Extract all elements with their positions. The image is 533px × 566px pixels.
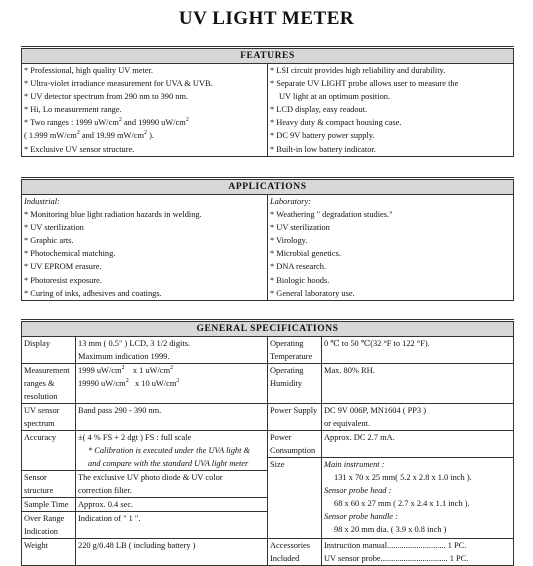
application-item: * DNA research. <box>270 262 327 272</box>
specifications-table <box>21 319 514 566</box>
size-label: Size <box>268 458 322 539</box>
industrial-label: Industrial: <box>24 197 60 206</box>
sample-time-value: Approx. 0.4 sec. <box>76 498 268 512</box>
feature-item: * Heavy duty & compact housing case. <box>270 118 402 128</box>
power-supply-label: Power Supply <box>268 404 322 431</box>
sample-time-label: Sample Time <box>22 498 76 512</box>
feature-item: * Separate UV LIGHT probe allows user to measure the <box>270 79 459 89</box>
feature-item: * Exclusive UV sensor structure. <box>24 144 135 154</box>
accuracy-value: ±( 4 % FS + 2 dgt ) FS : full scale * Calibration is executed under the UVA light & and compare with the standard UVA light meter <box>76 431 268 471</box>
power-consumption-label: Power Consumption <box>268 431 322 458</box>
feature-item: * DC 9V battery power supply. <box>270 131 375 141</box>
application-item: * UV sterilization <box>24 223 84 233</box>
feature-item: * Hi, Lo measurement range. <box>24 105 122 115</box>
power-consumption-value: Approx. DC 2.7 mA. <box>322 431 514 458</box>
application-item: * UV sterilization <box>270 223 330 233</box>
application-item: * Weathering " degradation studies." <box>270 210 393 220</box>
sensor-structure-value: The exclusive UV photo diode & UV color correction filter. <box>76 471 268 498</box>
measurement-value: 1999 $uW/cm^2$ x 1 $uW/cm^2$ 19990 $uW/cm^2$ x 10 $uW/cm^2$ <box>76 364 268 404</box>
application-item: * Graphic arts. <box>24 236 74 246</box>
operating-humidity-value: Max. 80% RH. <box>322 364 514 404</box>
application-item: * Monitoring blue light radiation hazards in welding. <box>24 210 202 220</box>
uv-sensor-label: UV sensor spectrum <box>22 404 76 431</box>
applications-table <box>21 177 514 301</box>
feature-item: * Ultra-violet irradiance measurement for UVA & UVB. <box>24 79 213 89</box>
features-table <box>21 46 514 157</box>
laboratory-label: Laboratory: <box>270 197 311 206</box>
features-left-column <box>22 64 268 157</box>
features-right-column <box>268 64 514 157</box>
operating-temperature-value: 0 ℃ to 50 ℃(32 °F to 122 °F). <box>322 337 514 364</box>
display-label: Display <box>22 337 76 364</box>
weight-label: Weight <box>22 539 76 566</box>
specifications-header: GENERAL SPECIFICATIONS <box>22 321 514 337</box>
operating-temperature-label: Operating Temperature <box>268 337 322 364</box>
applications-header: APPLICATIONS <box>22 179 514 195</box>
page-title: UV LIGHT METER <box>178 8 355 29</box>
display-value: 13 mm ( 0.5" ) LCD, 3 1/2 digits. Maximum indication 1999. <box>76 337 268 364</box>
feature-item: * UV detector spectrum from 290 nm to 390 nm. <box>24 92 189 102</box>
feature-item: * LCD display, easy readout. <box>270 105 368 115</box>
sensor-structure-label: Sensor structure <box>22 471 76 498</box>
accessories-value: Instruction manual............................ 1 PC. UV sensor probe................................ 1 PC. <box>322 539 514 566</box>
application-item: * Curing of inks, adhesives and coatings. <box>24 288 162 298</box>
accuracy-label: Accuracy <box>22 431 76 471</box>
industrial-column <box>22 195 268 301</box>
feature-item: * Two ranges : 1999 $uW/cm^2$ and 19990 $uW/cm^2$ <box>24 117 189 128</box>
application-item: * Photochemical matching. <box>24 249 116 259</box>
weight-value: 220 g/0.48 LB ( including battery ) <box>76 539 268 566</box>
feature-item: * Built-in low battery indicator. <box>270 144 376 154</box>
over-range-value: Indication of " 1 ". <box>76 512 268 539</box>
feature-item: * Professional, high quality UV meter. <box>24 66 153 75</box>
accessories-label: Accessories Included <box>268 539 322 566</box>
application-item: * UV EPROM erasure. <box>24 262 102 272</box>
application-item: * General laboratory use. <box>270 288 355 298</box>
uv-sensor-value: Band pass 290 - 390 nm. <box>76 404 268 431</box>
features-header: FEATURES <box>22 48 514 64</box>
application-item: * Photoresist exposure. <box>24 275 102 285</box>
feature-item: ( 1.999 $mW/cm^2$ and 19.99 $mW/cm^2$ ). <box>24 130 154 141</box>
feature-item: * LSI circuit provides high reliability and durability. <box>270 66 446 75</box>
feature-item: UV light at an optimum position. <box>279 92 391 102</box>
size-value: Main instrument : 131 x 70 x 25 mm( 5.2 x 2.8 x 1.0 inch ). Sensor probe head : 68 x 60 x 27 mm ( 2.7 x 2.4 x 1.1 inch ). Sensor probe handle : 98 x 20 mm dia. ( 3.9 x 0.8 inch ) <box>322 458 514 539</box>
laboratory-column <box>268 195 514 301</box>
operating-humidity-label: Operating Humidity <box>268 364 322 404</box>
over-range-label: Over Range Indication <box>22 512 76 539</box>
power-supply-value: DC 9V 006P, MN1604 ( PP3 ) or equivalent. <box>322 404 514 431</box>
application-item: * Biologic hoods. <box>270 275 330 285</box>
measurement-label: Measurement ranges & resolution <box>22 364 76 404</box>
application-item: * Microbial genetics. <box>270 249 341 259</box>
application-item: * Virology. <box>270 236 308 246</box>
